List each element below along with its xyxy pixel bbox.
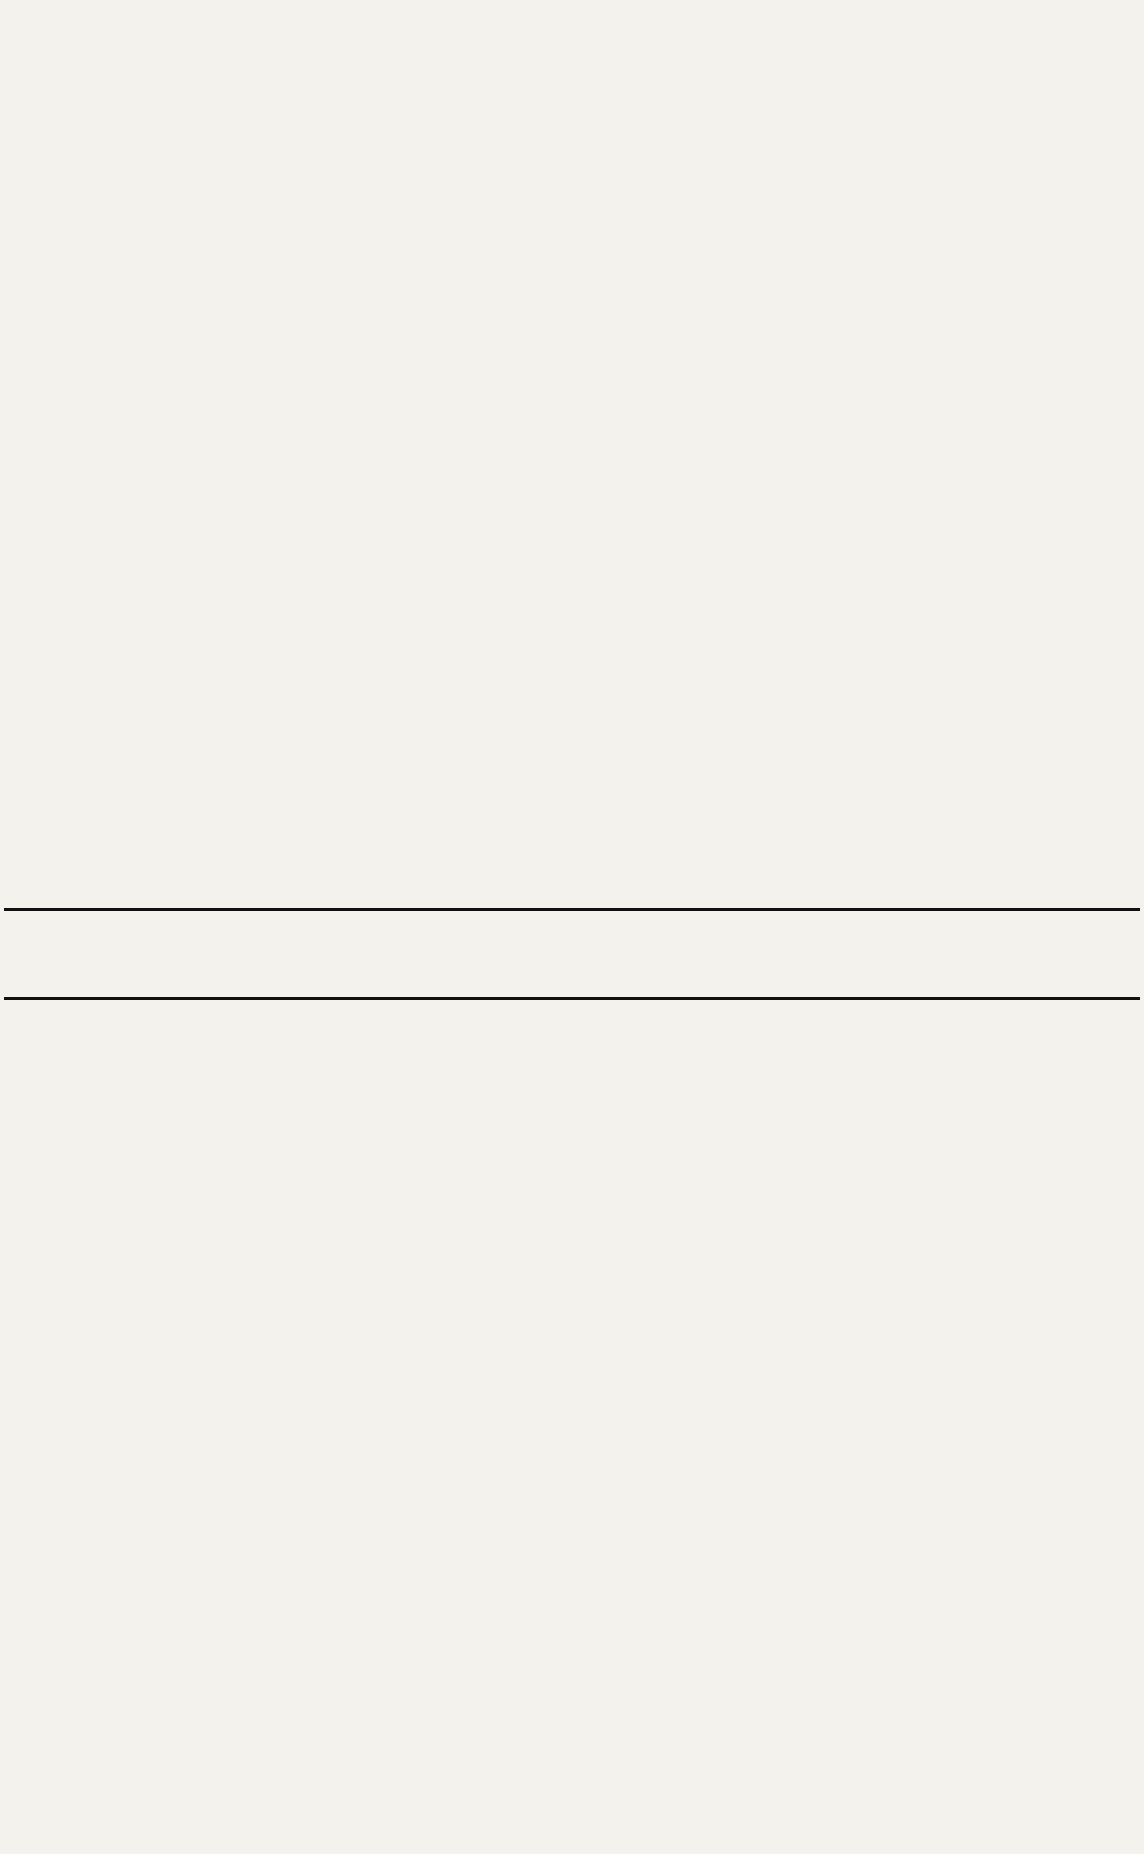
service-guide bbox=[4, 1004, 1140, 1834]
page-folio bbox=[4, 2, 1140, 16]
classified-band bbox=[4, 16, 1140, 906]
home-service-guide-banner bbox=[4, 908, 1140, 1000]
